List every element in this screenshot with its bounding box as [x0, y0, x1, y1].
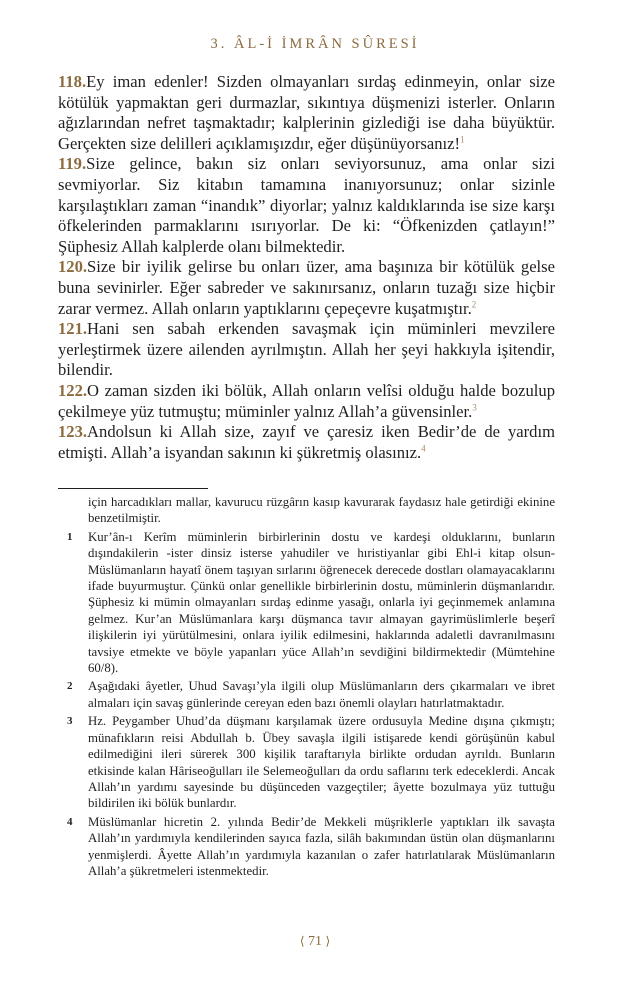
footnote-text: Hz. Peygamber Uhud’da düşmanı karşılamak üzere ordusuyla Medine dışına çıkmıştı; münafıkların reisi Abdullah b. Übey savaşla ilgili istişarede kendi görüşünün kabul edilmediğini ileri sürerek 300 kişilik taraftarıyla birlikte ordudan ayrıldı. Bunların etkisinde kalan Hâriseoğulları ile Selemeoğulları da ordu saflarını terk edeceklerdi. Ancak Allah’ın yardımı sayesinde bu düşünceden vazgeçtiler; âyette bozulmaya yüz tuttuğu bildirilen iki bölük bunlardır. [88, 714, 555, 811]
verse-number: 119. [58, 154, 87, 174]
page-number: ⟨ 71 ⟩ [299, 934, 331, 949]
footnote-continuation: için harcadıkları mallar, kavurucu rüzgârın kasıp kavurarak faydasız hale getirdiği ekinine benzetilmiştir. [88, 495, 555, 526]
verse-118 [58, 72, 555, 154]
footnote-number: 1 [67, 530, 73, 543]
footnote-text: Kur’ân-ı Kerîm müminlerin birbirlerinin dostu ve kardeşi olduklarını, bunların dışındakilerin -ister dinsiz isterse yahudiler ve hıristiyanlar gibi Ehl-i kitap olsun- Müslümanların hayatî önem taşıyan sırlarını öğrenecek derecede dostları olamayacaklarını ifade buyurmuştur. Çünkü onlar genellikle birbirlerinin dostu, müminlerin düşmanlarıdır. Şüphesiz ki mümin olmayanları sırdaş edinme yasağı, onlarla iyi geçinmemek anlamına gelmez. Kur’an Müslümanlara karşı düşmanca tavır almayan gayrimüslimlerle beşerî ilişkilerin iyi yürütülmesini, onlara iyilik edilmesini, haklarında adaletli davranılmasını tavsiye etmekte ve böyle yapanları yüce Allah’ın sevdiğini bildirmektedir (Mümtehine 60/8). [88, 529, 555, 676]
verse-119 [58, 154, 555, 257]
verse-body [58, 72, 555, 463]
verse-122 [58, 381, 555, 422]
footnote-text: Müslümanlar hicretin 2. yılında Bedir’de Mekkeli müşriklerle yaptıkları ilk savaşta Allah’ın yardımıyla kendilerinden sayıca fazla, silâh bakımından üstün olan düşmanlarını yenmişlerdi. Âyette Allah’ın yardımıyla kazanılan o zafer hatırlatılarak Müslümanların Allah’a şükretmeleri istenmektedir. [88, 814, 555, 878]
footnotes [58, 494, 555, 881]
footnote-4 [58, 814, 555, 880]
verse-text: O zaman sizden iki bölük, Allah onların velîsi olduğu halde bozulup çekilmeye yüz tutmuştu; müminler yalnız Allah’a güvensinler. [58, 380, 555, 421]
verse-text: Andolsun ki Allah size, zayıf ve çaresiz iken Bedir’de de yardım etmişti. Allah’a isyandan sakının ki şükretmiş olasınız. [58, 422, 555, 462]
footnote-text: Aşağıdaki âyetler, Uhud Savaşı’yla ilgili olup Müslümanların ders çıkarmaları ve ibret almaları için savaş günlerinde cereyan eden bazı önemli olayları hatırlatmaktadır. [88, 679, 555, 710]
footnote-ref[interactable]: 2 [471, 299, 477, 309]
page-header: 3. ÂL-İ İMRÂN SÛRESİ [210, 36, 420, 52]
footnote-ref[interactable]: 1 [460, 134, 465, 145]
verse-number: 120. [58, 257, 88, 277]
footnote-number: 2 [67, 680, 73, 693]
verse-number: 121. [58, 319, 88, 339]
footnote-divider [58, 488, 208, 489]
verse-123 [58, 422, 555, 463]
verse-number: 122. [58, 380, 88, 400]
footnote-ref[interactable]: 4 [421, 443, 426, 454]
ornament-left-icon: ⟨ [299, 934, 305, 948]
verse-121 [58, 319, 555, 381]
footnote-2 [58, 678, 555, 711]
verse-120 [58, 257, 555, 319]
footnote-number: 3 [67, 715, 73, 728]
verse-text: Size gelince, bakın siz onları seviyorsunuz, ama onlar sizi sevmiyorlar. Siz kitabın tamamına inanıyorsunuz; onlar sizinle karşılaştıkları zaman “inandık” diyorlar; yalnız kaldıklarında ise size karşı öfkelerinden parmaklarını ısırıyorlar. De ki: “Öfkenizden çatlayın!” Şüphesiz Allah kalplerde olanı bilmektedir. [58, 154, 555, 256]
ornament-right-icon: ⟩ [325, 934, 331, 948]
footnote-number: 4 [67, 815, 73, 828]
verse-text: Ey iman edenler! Sizden olmayanları sırdaş edinmeyin, onlar size kötülük yapmaktan geri durmazlar, sıkıntıya düşmenizi isterler. Onların ağızlarından nefret taşmaktadır; kalplerinin gizlediği ise daha büyüktür. Gerçekten size delilleri açıklamışızdır, eğer düşünüyorsanız! [58, 72, 555, 153]
verse-number: 118. [58, 72, 87, 91]
footnote-ref[interactable]: 3 [472, 401, 477, 412]
verse-text: Hani sen sabah erkenden savaşmak için müminleri mevzilere yerleştirmek üzere ailenden ayrılmıştın. Allah her şeyi hakkıyla işitendir, bilendir. [58, 319, 555, 380]
footnote-1 [58, 529, 555, 677]
footnote-3 [58, 713, 555, 811]
verse-number: 123. [58, 422, 88, 442]
verse-text: Size bir iyilik gelirse bu onları üzer, ama başınıza bir kötülük gelse buna sevinirler. Eğer sabreder ve sakınırsanız, onların tuzağı size hiçbir zarar vermez. Allah onların yaptıklarını çepeçevre kuşatmıştır. [58, 257, 555, 318]
